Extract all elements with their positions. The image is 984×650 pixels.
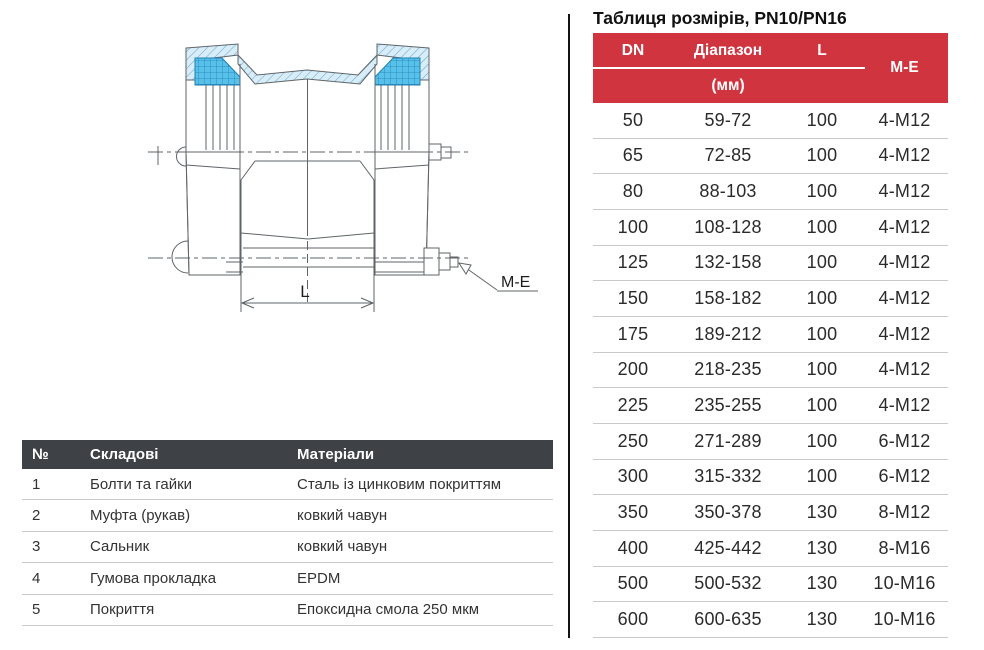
table-cell: 600-635: [694, 609, 762, 630]
table-cell: 10-M16: [873, 609, 936, 630]
callout-me: [459, 263, 538, 291]
table-cell: 130: [806, 609, 838, 630]
section-divider: [568, 14, 570, 638]
table-cell: 4: [32, 569, 41, 587]
table-cell: 4-M12: [878, 109, 931, 130]
table-cell: 158-182: [694, 288, 762, 309]
column-header-me: M-E: [890, 59, 919, 76]
column-header-number: №: [32, 446, 49, 463]
table-cell: 189-212: [694, 323, 762, 344]
table-cell: 250: [617, 430, 649, 451]
table-cell: 88-103: [699, 181, 757, 202]
coupling-barrel: [241, 79, 374, 312]
table-row: [22, 595, 553, 626]
table-cell: 125: [617, 252, 649, 273]
table-cell: 6-M12: [878, 430, 931, 451]
table-row: [593, 246, 948, 282]
table-cell: 100: [806, 395, 838, 416]
column-header-part: Складові: [90, 446, 159, 463]
table-cell: 72-85: [704, 145, 752, 166]
table-cell: 175: [617, 323, 649, 344]
table-cell: 500-532: [694, 573, 762, 594]
table-cell: 4-M12: [878, 288, 931, 309]
table-cell: 100: [806, 109, 838, 130]
table-cell: Покриття: [90, 601, 155, 619]
table-cell: 4-M12: [878, 359, 931, 380]
table-cell: 6-M12: [878, 466, 931, 487]
size-table-header: [593, 33, 948, 103]
table-cell: 100: [806, 252, 838, 273]
components-table-header: [22, 440, 553, 469]
column-header-unit: (мм): [711, 76, 745, 94]
table-row: [593, 103, 948, 139]
table-cell: 4-M12: [878, 395, 931, 416]
table-row: [593, 353, 948, 389]
table-cell: 600: [617, 609, 649, 630]
size-table-title: Таблиця розмірів, PN10/PN16: [593, 8, 847, 28]
table-cell: 5: [32, 601, 41, 619]
table-cell: 4-M12: [878, 181, 931, 202]
column-header-dn: DN: [621, 41, 645, 59]
table-row: [593, 460, 948, 496]
table-row: [22, 469, 553, 500]
table-cell: 425-442: [694, 537, 762, 558]
table-row: [593, 424, 948, 460]
header-separator-line: [593, 67, 865, 69]
table-row: [22, 500, 553, 531]
bolt-head-arcs-left: [158, 146, 188, 273]
table-cell: 200: [617, 359, 649, 380]
table-row: [22, 532, 553, 563]
table-row: [593, 317, 948, 353]
table-row: [593, 531, 948, 567]
table-cell: 108-128: [694, 216, 762, 237]
table-row: [593, 388, 948, 424]
table-cell: 100: [806, 288, 838, 309]
column-header-material: Матеріали: [297, 446, 375, 463]
table-cell: 59-72: [704, 109, 752, 130]
column-header-range: Діапазон: [693, 41, 763, 59]
table-cell: 132-158: [694, 252, 762, 273]
table-cell: 315-332: [694, 466, 762, 487]
table-cell: 8-M12: [878, 502, 931, 523]
table-cell: 3: [32, 538, 41, 556]
rubber-gasket-right: [375, 58, 420, 85]
rubber-gasket-left: [195, 58, 240, 85]
table-cell: 50: [622, 109, 644, 130]
table-row: [593, 174, 948, 210]
table-cell: 300: [617, 466, 649, 487]
table-cell: 100: [806, 466, 838, 487]
table-row: [593, 210, 948, 246]
flange-body-right: [375, 152, 429, 275]
table-cell: 4-M12: [878, 216, 931, 237]
callout-me-label: M-E: [501, 274, 531, 291]
table-cell: 350: [617, 502, 649, 523]
table-cell: 100: [806, 216, 838, 237]
table-cell: 2: [32, 507, 41, 525]
table-cell: ковкий чавун: [297, 507, 388, 525]
table-cell: 100: [806, 145, 838, 166]
table-cell: Муфта (рукав): [90, 507, 191, 525]
components-table-body: [22, 469, 553, 626]
table-cell: 400: [617, 537, 649, 558]
table-cell: 80: [622, 181, 644, 202]
table-cell: 218-235: [694, 359, 762, 380]
table-cell: 8-M16: [878, 537, 931, 558]
table-row: [593, 281, 948, 317]
table-cell: 130: [806, 502, 838, 523]
table-cell: 100: [806, 359, 838, 380]
table-cell: ковкий чавун: [297, 538, 388, 556]
table-row: [593, 495, 948, 531]
components-table: [22, 440, 553, 626]
table-cell: 271-289: [694, 430, 762, 451]
dimension-l: [242, 282, 373, 308]
table-cell: Болти та гайки: [90, 475, 193, 493]
table-row: [593, 602, 948, 638]
bolt-end-lower-right: [424, 248, 458, 275]
table-cell: 500: [617, 573, 649, 594]
table-cell: EPDM: [297, 569, 341, 587]
coupling-technical-drawing: [0, 0, 560, 400]
table-cell: 10-M16: [873, 573, 936, 594]
table-cell: Сальник: [90, 538, 150, 556]
table-cell: 4-M12: [878, 323, 931, 344]
table-cell: 1: [32, 475, 41, 493]
flange-body-left: [186, 152, 240, 275]
table-row: [593, 567, 948, 603]
table-cell: 100: [806, 323, 838, 344]
table-cell: 350-378: [694, 502, 762, 523]
size-table-body: [593, 103, 948, 638]
table-row: [593, 139, 948, 175]
table-cell: Епоксидна смола 250 мкм: [297, 601, 480, 619]
table-cell: Гумова прокладка: [90, 569, 217, 587]
table-cell: 4-M12: [878, 145, 931, 166]
table-cell: 130: [806, 573, 838, 594]
table-cell: 100: [617, 216, 649, 237]
table-cell: 4-M12: [878, 252, 931, 273]
table-cell: 100: [806, 181, 838, 202]
table-cell: 65: [622, 145, 644, 166]
column-header-l: L: [817, 41, 827, 59]
table-row: [22, 563, 553, 594]
table-cell: 130: [806, 537, 838, 558]
table-cell: Сталь із цинковим покриттям: [297, 475, 502, 493]
dimension-l-label: L: [300, 282, 310, 301]
table-cell: 100: [806, 430, 838, 451]
table-cell: 150: [617, 288, 649, 309]
table-cell: 225: [617, 395, 649, 416]
table-cell: 235-255: [694, 395, 762, 416]
